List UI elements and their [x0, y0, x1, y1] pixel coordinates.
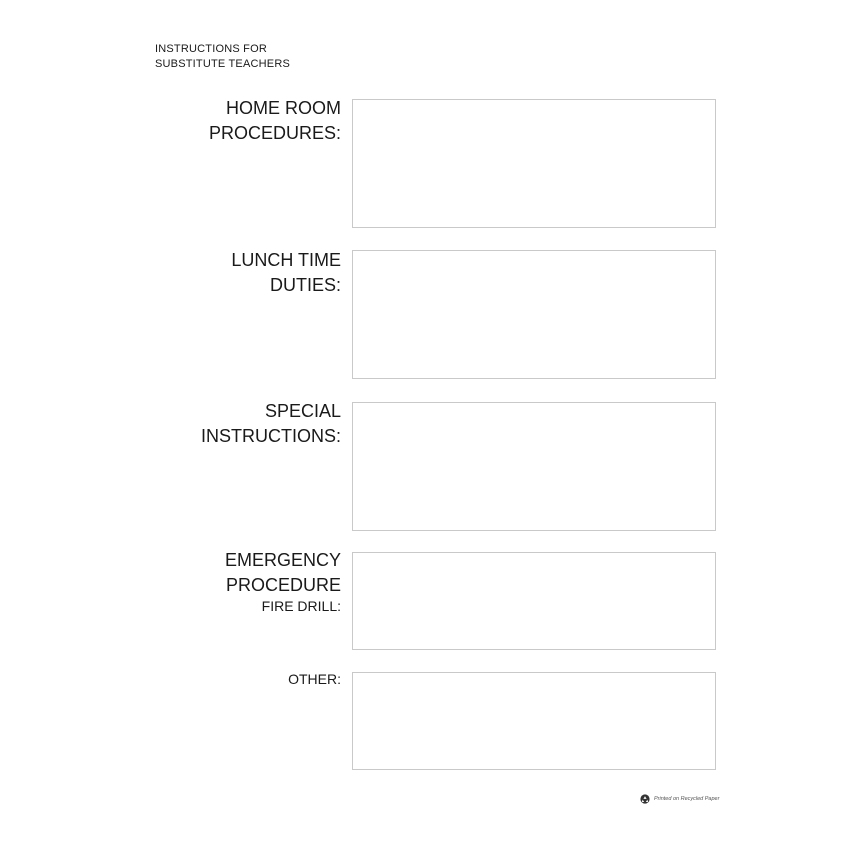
- lunch-time-field[interactable]: [352, 250, 716, 379]
- special-instructions-label-line2: INSTRUCTIONS:: [200, 425, 341, 446]
- form-title-line2: SUBSTITUTE TEACHERS: [155, 58, 291, 70]
- lunch-time-label: [231, 248, 341, 297]
- home-room-label-line2: PROCEDURES:: [208, 122, 341, 143]
- other-label-text: OTHER:: [288, 671, 341, 687]
- home-room-label: [209, 96, 341, 145]
- emergency-label-line2: PROCEDURE: [225, 574, 341, 595]
- form-title-line1: INSTRUCTIONS FOR: [155, 43, 267, 55]
- fire-drill-label: FIRE DRILL:: [261, 598, 341, 614]
- emergency-label-line1: EMERGENCY: [224, 550, 341, 570]
- recycled-note: [640, 794, 719, 804]
- emergency-field[interactable]: [352, 552, 716, 650]
- home-room-field[interactable]: [352, 99, 716, 228]
- special-instructions-field[interactable]: [352, 402, 716, 531]
- lunch-time-label-line1: LUNCH TIME: [231, 250, 341, 270]
- lunch-time-label-line2: DUTIES:: [269, 274, 341, 295]
- other-label: [288, 670, 341, 688]
- home-room-label-line1: HOME ROOM: [226, 98, 341, 118]
- recycled-note-text: Printed on Recycled Paper: [654, 796, 720, 802]
- emergency-label: [225, 548, 341, 615]
- special-instructions-label: [201, 399, 341, 448]
- other-field[interactable]: [352, 672, 716, 770]
- special-instructions-label-line1: SPECIAL: [264, 401, 341, 421]
- form-title: [155, 42, 290, 72]
- recycle-icon: [640, 794, 650, 804]
